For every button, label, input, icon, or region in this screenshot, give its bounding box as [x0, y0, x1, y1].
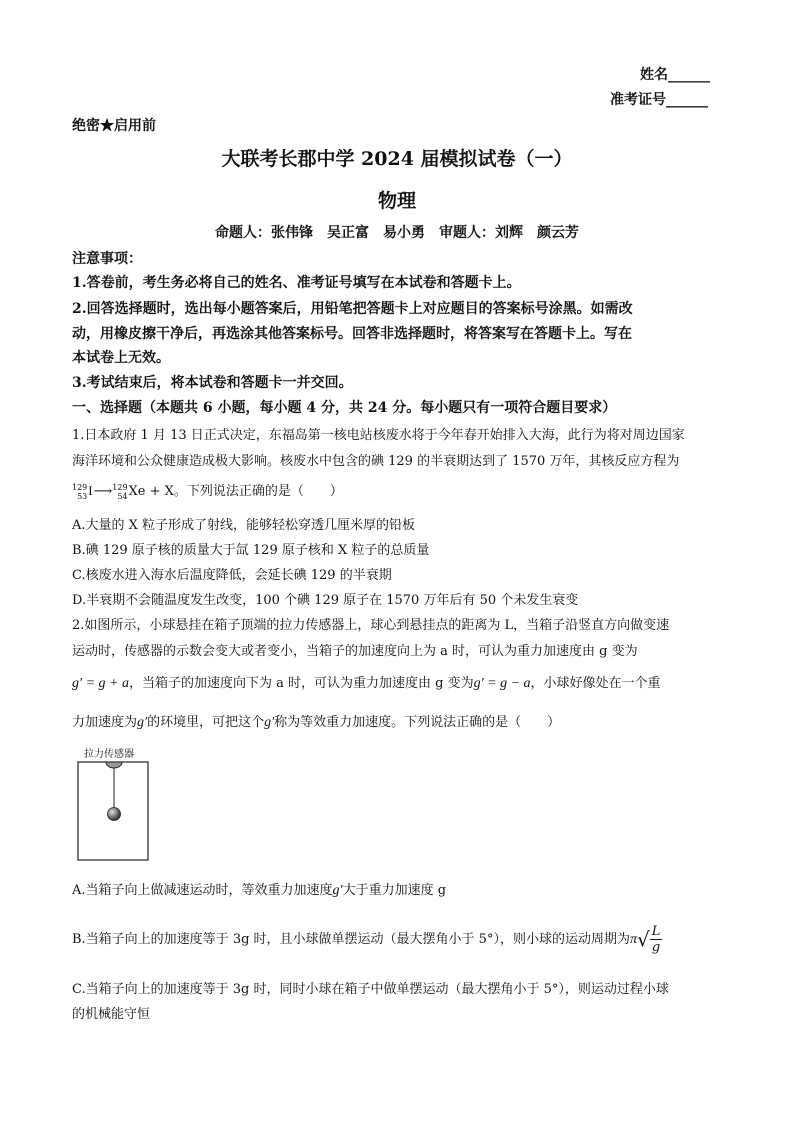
xenon-product: Xe + X [128, 484, 174, 499]
iodine-nuclide-numbers [72, 483, 87, 501]
note-3: 3.考试结束后，将本试卷和答题卡一并交回。 [72, 375, 353, 391]
note-2-line-1: 2.回答选择题时，选出每小题答案后，用铅笔把答题卡上对应题目的答案标号涂黑。如需改 [72, 301, 633, 317]
iodine-atomic-number: 53 [77, 491, 88, 501]
equation-g-minus-a: g′ = g − a [473, 676, 531, 691]
pi-symbol: π [629, 932, 637, 947]
q2-option-b-text: B.当箱子向上的加速度等于 3g 时，且小球做单摆运动（最大摆角小于 5°），则小球的运动周期为 [72, 932, 630, 947]
q2-option-b [72, 924, 662, 955]
q1-line-2: 海洋环境和公众健康造成极大影响。核废水中包含的碘 129 的半衰期达到了 1570 万年，其核反应方程为 [72, 454, 680, 469]
q1-option-d: D.半衰期不会随温度发生改变，100 个碘 129 原子在 1570 万年后有 50 个未发生衰变 [72, 593, 579, 608]
q2-line-4-c: 称为等效重力加速度。下列说法正确的是（ ） [274, 715, 561, 730]
confidential-mark: 绝密★启用前 [72, 118, 156, 134]
q2-line-4-b: 的环境里，可把这个 [147, 715, 265, 730]
equation-g-plus-a: g′ = g + a [72, 676, 129, 691]
fraction-numerator: L [651, 924, 661, 939]
q2-line-4 [72, 711, 560, 731]
note-1: 1.答卷前，考生务必将自己的姓名、准考证号填写在本试卷和答题卡上。 [72, 275, 521, 291]
q2-option-c-line-2: 的机械能守恒 [72, 1007, 151, 1022]
section-1-heading: 一、选择题（本题共 6 小题，每小题 4 分，共 24 分。每小题只有一项符合题目要求） [72, 400, 617, 416]
note-2-line-3: 本试卷上无效。 [72, 350, 170, 366]
q2-line-3-tail: ，小球好像处在一个重 [530, 676, 661, 691]
g-prime-symbol: g′ [137, 715, 148, 730]
q2-option-c-line-1: C.当箱子向上的加速度等于 3g 时，同时小球在箱子中做单摆运动（最大摆角小于 5°），则运动过程小球 [72, 982, 669, 997]
subject-title: 物理 [377, 190, 416, 212]
notes-heading: 注意事项： [72, 251, 142, 267]
exam-number-label: 准考证号______ [610, 92, 708, 108]
reaction-arrow: ⟶ [93, 484, 112, 499]
authors-line: 命题人：张伟锋 吴正富 易小勇 审题人：刘辉 颜云芳 [215, 225, 579, 241]
q2-option-a-text-2: 大于重力加速度 g [342, 883, 447, 898]
q2-line-4-a: 力加速度为 [72, 715, 138, 730]
q2-option-a-text-1: A.当箱子向上做减速运动时，等效重力加速度 [72, 883, 333, 898]
pendulum-ball [108, 808, 121, 821]
l-over-g-fraction [650, 924, 663, 955]
q2-line-2: 运动时，传感器的示数会变大或者变小，当箱子的加速度向上为 a 时，可认为重力加速度由 g 变为 [72, 644, 638, 659]
q2-line-1: 2.如图所示，小球悬挂在箱子顶端的拉力传感器上，球心到悬挂点的距离为 L，当箱子沿竖直方向做变速 [72, 618, 670, 633]
sqrt-icon: √ [636, 927, 650, 952]
sensor-label: 拉力传感器 [84, 749, 134, 760]
q1-option-b: B.碘 129 原子核的质量大于氙 129 原子核和 X 粒子的总质量 [72, 543, 430, 558]
q1-equation-line [72, 480, 343, 501]
q1-prompt-tail: 。下列说法正确的是（ ） [173, 484, 343, 499]
xenon-mass-number: 129 [112, 482, 128, 492]
q2-option-a [72, 879, 446, 899]
xenon-atomic-number: 54 [117, 491, 128, 501]
fraction-denominator: g [651, 940, 661, 955]
g-prime-symbol: g′ [332, 883, 343, 898]
note-2-line-2: 动，用橡皮擦干净后，再选涂其他答案标号。回答非选择题时，将答案写在答题卡上。写在 [72, 326, 632, 342]
q2-line-3 [72, 672, 661, 692]
q1-line-1: 1.日本政府 1 月 13 日正式决定，东福岛第一核电站核废水将于今年春开始排入大海，此行为将对周边国家 [72, 428, 685, 443]
iodine-mass-number: 129 [72, 482, 88, 492]
q2-line-3-mid: ，当箱子的加速度向下为 a 时，可认为重力加速度由 g 变为 [128, 676, 474, 691]
page-title: 大联考长郡中学 2024 届模拟试卷（一） [221, 148, 573, 170]
xenon-nuclide-numbers [112, 483, 127, 501]
name-field-label: 姓名______ [640, 67, 710, 83]
iodine-symbol: I [88, 483, 93, 498]
g-prime-symbol: g′ [264, 715, 275, 730]
force-sensor-icon [106, 762, 122, 768]
q1-option-a: A.大量的 X 粒子形成了射线，能够轻松穿透几厘米厚的铅板 [72, 518, 416, 533]
q1-option-c: C.核废水进入海水后温度降低，会延长碘 129 的半衰期 [72, 568, 392, 583]
box-pendulum-figure [74, 758, 154, 862]
